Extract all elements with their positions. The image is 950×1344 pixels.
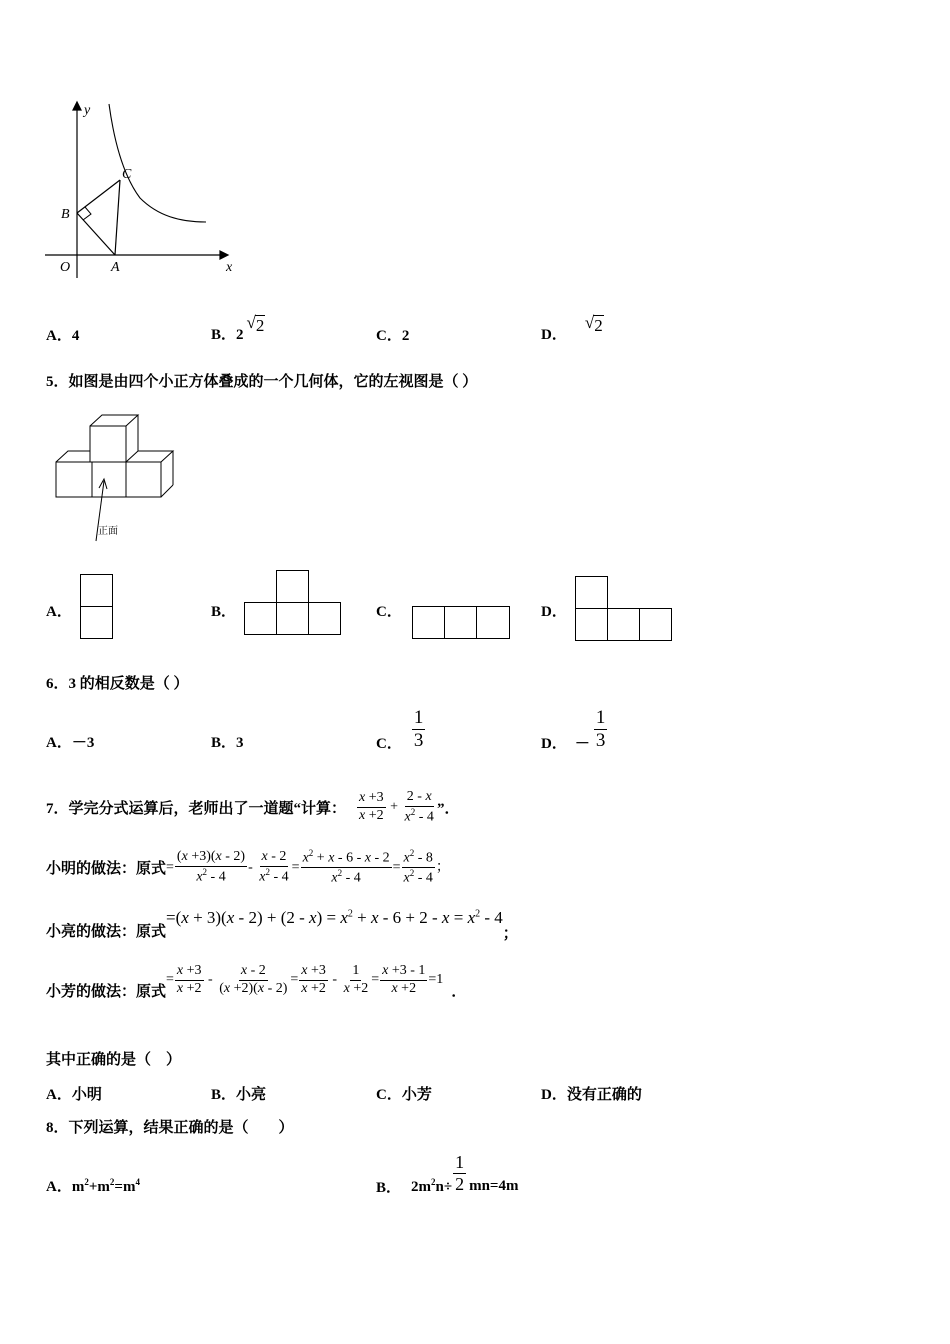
hyperbola [109,104,206,222]
fraction-one-third: $\frac{1}{3}$ [413,707,424,751]
q5-c-square-1 [412,606,445,639]
label-c: C [122,167,132,182]
q5-d-square-2 [607,608,640,641]
q7-xiaoming-work: = $\frac{(x +3)(x - 2)}{x^2 - 4}$ - $\frac{x - 2}{x^2 - 4}$ = $\frac{x^2 + x - 6 - x - 2}{x^2 - 4}$ = $\frac{x^2 - 8}{x^2 - 4}$ ； [166,848,450,886]
q4-option-a[interactable]: A．4 [46,328,80,344]
q8-b-expression: $2m^2n\div$ $\frac{1}{2}$ mn=4m [411,1152,519,1195]
q8-option-b[interactable]: B． $2m^2n\div$ $\frac{1}{2}$ mn=4m [376,1152,519,1196]
q7-expression: $\frac{x +3}{x +2}$ + $\frac{2 - x}{x^2 - 4}$ [359,789,434,825]
sqrt-2: √ 2 [246,313,265,335]
q7-xiaoliang-work: $=(x + 3)(x - 2) + (2 - x) = x^2 + x - 6 + 2 - x = x^2 - 4$ [166,908,503,927]
q5-b-mid-square [276,602,309,635]
label-a: A [111,260,120,275]
q7-option-c[interactable]: C．小芳 [376,1087,432,1103]
q5-option-b[interactable]: B． [211,604,237,620]
q8-option-a[interactable]: A．$m^2+m^2=m^4$ [46,1177,140,1195]
q7-stem: 7．学完分式运算后，老师出了一道题“计算： $\frac{x +3}{x +2}$ + $\frac{2 - x}{x^2 - 4}$ ”． [46,789,460,825]
q5-c-square-2 [444,606,477,639]
q6-option-b[interactable]: B．3 [211,735,244,751]
q5-solid-figure [52,413,182,548]
q5-option-c[interactable]: C． [376,604,402,620]
q5-b-top-square [276,570,309,603]
q5-c-square-3 [476,606,510,639]
q5-d-top-square [575,576,608,609]
q5-option-a[interactable]: A． [46,604,72,620]
q7-xiaofang-line: 小芳的做法：原式 = $\frac{x +3}{x +2}$ - $\frac{x - 2}{(x +2)(x - 2)}$ = $\frac{x +3}{x +2}$ - $\frac{1}{x +2}$ = $\frac{x +3 - 1}{x +2}$ =1 ． [46,963,467,1001]
sqrt-2: √ 2 [584,313,603,335]
q6-stem: 6．3 的相反数是（ ） [46,676,189,692]
q7-xiaoliang-line: 小亮的做法：原式 $=(x + 3)(x - 2) + (2 - x) = x^2 + x - 6 + 2 - x = x^2 - 4$ ； [46,908,518,942]
label-b: B [61,207,70,222]
q4-option-d[interactable]: D． √ 2 [541,313,603,343]
y-axis-arrow [73,102,81,110]
q5-a-top-square [80,574,113,607]
q8-stem: 8．下列运算，结果正确的是（ ） [46,1120,294,1136]
q7-xiaoming-line: 小明的做法：原式 = $\frac{(x +3)(x - 2)}{x^2 - 4}$ - $\frac{x - 2}{x^2 - 4}$ = $\frac{x^2 + x - 6 - x - 2}{x^2 - 4}$ = $\frac{x^2 - 8}{x^2 - 4}$ ； [46,848,450,886]
q5-d-square-1 [575,608,608,641]
q7-option-a[interactable]: A．小明 [46,1087,102,1103]
q4-option-c[interactable]: C．2 [376,328,410,344]
x-axis-arrow [220,251,228,259]
q4-option-b[interactable]: B． 2 √ 2 [211,313,265,343]
q5-b-left-square [244,602,277,635]
q5-option-d[interactable]: D． [541,604,567,620]
q5-stem: 5．如图是由四个小正方体叠成的一个几何体，它的左视图是（ ） [46,374,478,390]
q6-option-d[interactable]: D． － $\frac{1}{3}$ [541,707,606,752]
label-y: y [84,103,91,118]
label-x: x [226,260,233,275]
q5-a-bottom-square [80,606,113,639]
q7-option-b[interactable]: B．小亮 [211,1087,267,1103]
q7-xiaofang-work: = $\frac{x +3}{x +2}$ - $\frac{x - 2}{(x +2)(x - 2)}$ = $\frac{x +3}{x +2}$ - $\frac{1}{x +2}$ = $\frac{x +3 - 1}{x +2}$ =1 [166,963,444,996]
q6-option-c[interactable]: C． $\frac{1}{3}$ [376,707,424,752]
q7-question: 其中正确的是（ ） [46,1052,182,1068]
fraction-one-third: $\frac{1}{3}$ [595,707,606,751]
q6-option-a[interactable]: A．－3 [46,735,95,751]
q7-option-d[interactable]: D．没有正确的 [541,1087,642,1103]
q8-a-expression: $m^2+m^2=m^4$ [71,1177,140,1195]
q4-figure [40,98,250,283]
front-label: 正面 [98,526,118,537]
label-o: O [60,260,71,275]
q5-b-right-square [308,602,341,635]
q5-d-square-3 [639,608,672,641]
